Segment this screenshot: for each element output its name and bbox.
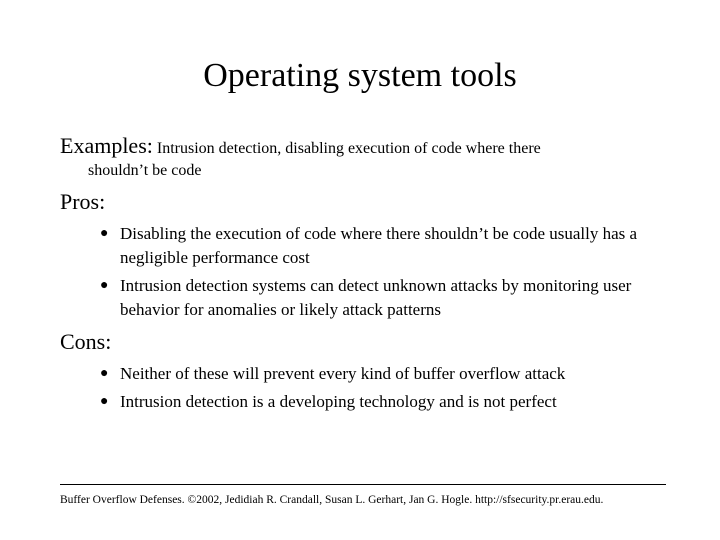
pros-list: [100, 222, 660, 326]
cons-item: [100, 362, 660, 386]
pros-item: [100, 274, 660, 322]
examples-line: [60, 133, 680, 159]
pros-item-text: Disabling the execution of code where there shouldn’t be code usually has a negligible performance cost: [120, 224, 638, 267]
cons-item: [100, 390, 660, 414]
examples-text: Intrusion detection, disabling execution of code where there: [156, 140, 541, 157]
examples-block: [60, 133, 680, 181]
pros-item: [100, 222, 660, 270]
footer-citation: Buffer Overflow Defenses. ©2002, Jedidiah R. Crandall, Susan L. Gerhart, Jan G. Hogle. http://sfsecurity.pr.erau.edu.: [60, 494, 604, 506]
bullet-icon: ●: [100, 394, 109, 409]
slide-title: Operating system tools: [203, 57, 517, 94]
footer-divider: [60, 484, 666, 485]
cons-item-text: Intrusion detection is a developing technology and is not perfect: [120, 392, 557, 411]
bullet-icon: ●: [100, 278, 109, 293]
examples-heading: Examples:: [60, 133, 153, 158]
examples-continuation: shouldn’t be code: [88, 162, 202, 179]
bullet-icon: ●: [100, 366, 109, 381]
pros-heading: Pros:: [60, 189, 106, 214]
cons-item-text: Neither of these will prevent every kind of buffer overflow attack: [120, 364, 566, 383]
cons-list: [100, 362, 660, 418]
bullet-icon: ●: [100, 226, 109, 241]
cons-heading: Cons:: [60, 329, 112, 354]
pros-item-text: Intrusion detection systems can detect unknown attacks by monitoring user behavior for anomalies or likely attack patterns: [120, 276, 632, 319]
